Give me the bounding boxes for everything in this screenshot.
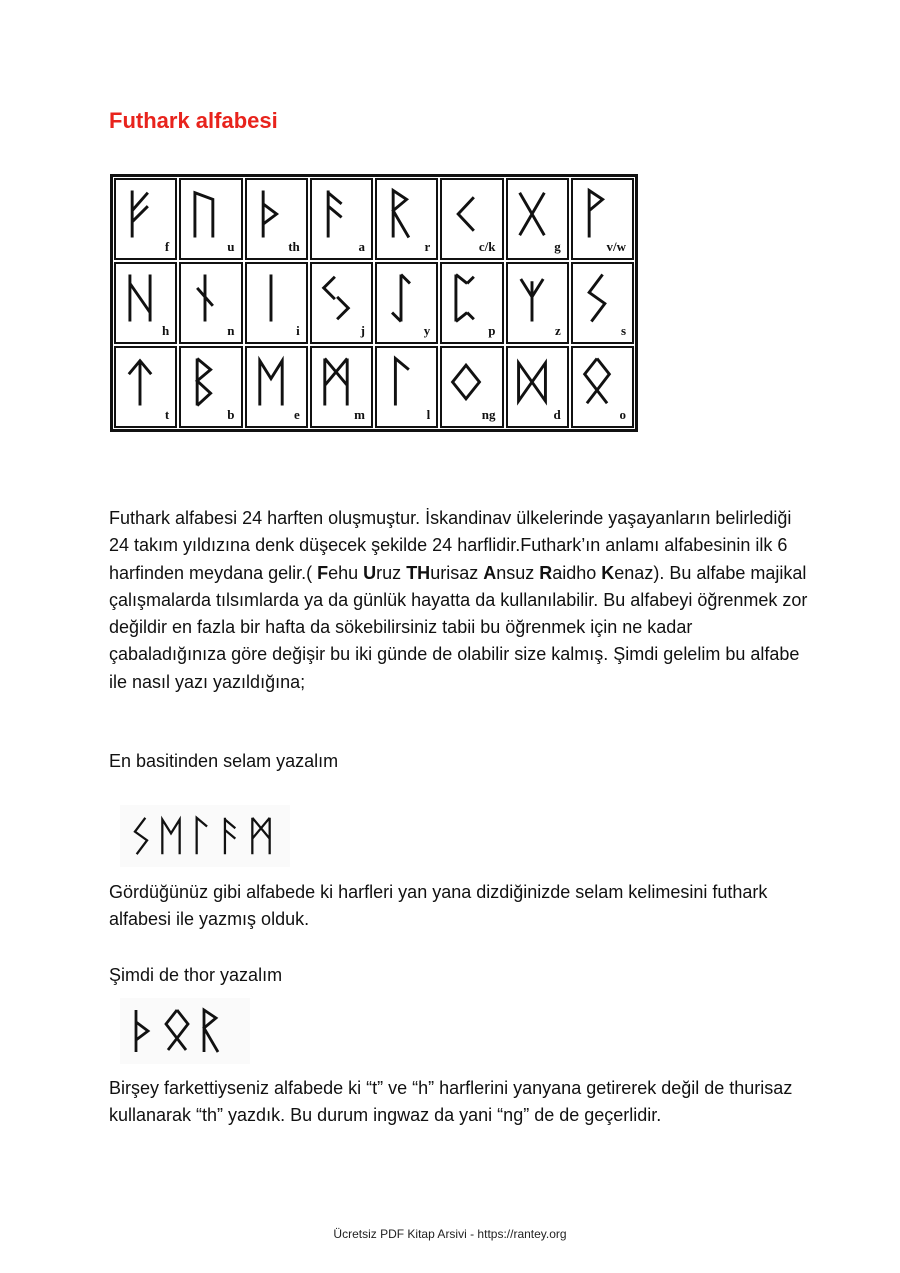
- bold-k: K: [601, 562, 615, 583]
- rune-cell-label: s: [620, 323, 626, 338]
- wunjo-icon: [579, 186, 615, 242]
- fehu-icon: [122, 186, 158, 242]
- hagalaz-icon: [122, 270, 158, 326]
- rune-cell-l: [375, 346, 438, 428]
- bold-f: F: [317, 562, 329, 583]
- intro-text: Futhark alfabesi 24 harften oluşmuştur. İskandinav ülkelerinde yaşayanların belirlediği 24 takım yıldızına denk düşecek şekilde 24 harflidir.Futhark’ın anlamı alfabesinin ilk 6 harfinden meydana gelir.(: [109, 508, 792, 583]
- kenaz-rest: enaz: [614, 562, 654, 583]
- rune-cell-label: t: [164, 407, 170, 422]
- algiz-icon: [514, 270, 550, 326]
- isa-icon: [253, 270, 289, 326]
- uruz-rest: ruz: [376, 562, 407, 583]
- rune-cell-h: [114, 262, 177, 344]
- thurisaz-icon: [253, 186, 289, 242]
- rune-cell-label: n: [227, 323, 235, 338]
- rune-cell-label: h: [162, 323, 170, 338]
- tiwaz-icon: [122, 354, 158, 410]
- rune-cell-p: [440, 262, 503, 344]
- rune-cell-y: [375, 262, 438, 344]
- rune-cell-label: u: [227, 239, 235, 254]
- uruz-icon: [187, 186, 223, 242]
- rune-cell-z: [506, 262, 569, 344]
- rune-cell-v-w: [571, 178, 634, 260]
- rune-cell-ng: [440, 346, 503, 428]
- futhark-rune-table: [110, 174, 638, 432]
- raidho-icon: [383, 186, 419, 242]
- ansuz-icon: [318, 186, 354, 242]
- rune-cell-label: v/w: [606, 239, 626, 254]
- rune-cell-label: i: [296, 323, 300, 338]
- intro-paragraph: [109, 505, 809, 696]
- selam-intro: En basitinden selam yazalım: [109, 751, 339, 771]
- rune-cell-i: [245, 262, 308, 344]
- rune-cell-label: e: [293, 407, 300, 422]
- ansuz-rest: nsuz: [496, 562, 540, 583]
- bold-r: R: [539, 562, 553, 583]
- perthro-icon: [448, 270, 484, 326]
- othala-icon: [162, 1005, 192, 1057]
- rune-cell-label: d: [553, 407, 561, 422]
- ehwaz-icon: [253, 354, 289, 410]
- mannaz-icon: [318, 354, 354, 410]
- outro-text: ). Bu alfabe majikal çalışmalarda tılsımlarda ya da günlük hayatta da kullanılabilir. Bu alfabeyi öğrenmek zor değildir en fazla bir hafta da sökebilirsiniz tabii bu öğrenmek için ne kadar çabaladığınıza göre değişir bu iki günde de olabilir size kalmış. Şimdi gelelim bu alfabe ile nasıl yazı yazıldığına;: [109, 562, 808, 692]
- rune-cell-n: [179, 262, 242, 344]
- fehu-rest: ehu: [328, 562, 364, 583]
- rune-cell-j: [310, 262, 373, 344]
- bold-a: A: [483, 562, 497, 583]
- eihwaz-icon: [383, 270, 419, 326]
- berkano-icon: [187, 354, 223, 410]
- othala-icon: [579, 354, 615, 410]
- rune-cell-s: [571, 262, 634, 344]
- laguz-icon: [188, 814, 214, 858]
- rune-cell-label: a: [358, 239, 365, 254]
- rune-cell-label: o: [619, 407, 626, 422]
- rune-cell-c-k: [440, 178, 503, 260]
- raidho-icon: [196, 1005, 226, 1057]
- thurisaz-icon: [128, 1005, 158, 1057]
- rune-cell-e: [245, 346, 308, 428]
- laguz-icon: [383, 354, 419, 410]
- sowilo-icon: [579, 270, 615, 326]
- bold-u: U: [363, 562, 377, 583]
- page-title: Futhark alfabesi: [109, 108, 278, 133]
- naudhiz-icon: [187, 270, 223, 326]
- rune-cell-r: [375, 178, 438, 260]
- rune-cell-label: z: [554, 323, 561, 338]
- closing-paragraph: Birşey farkettiyseniz alfabede ki “t” ve “h” harflerini yanyana getirerek değil de thurisaz kullanarak “th” yazdık. Bu durum ingwaz da yani “ng” de de geçerlidir.: [109, 1078, 793, 1126]
- dagaz-icon: [514, 354, 550, 410]
- footer-text: Ücretsiz PDF Kitap Arsivi - https://rantey.org: [333, 1227, 567, 1241]
- ingwaz-icon: [448, 354, 484, 410]
- thor-rune-image: [120, 998, 250, 1064]
- thor-intro: Şimdi de thor yazalım: [109, 965, 283, 985]
- gebo-icon: [514, 186, 550, 242]
- selam-rune-image: [120, 805, 290, 867]
- rune-cell-u: [179, 178, 242, 260]
- rune-cell-f: [114, 178, 177, 260]
- rune-cell-label: th: [288, 239, 300, 254]
- rune-cell-label: m: [354, 407, 365, 422]
- rune-cell-label: p: [488, 323, 496, 338]
- rune-cell-th: [245, 178, 308, 260]
- raidho-rest: aidho: [552, 562, 602, 583]
- kenaz-icon: [448, 186, 484, 242]
- selam-explanation: Gördüğünüz gibi alfabede ki harfleri yan yana dizdiğinizde selam kelimesini futhark alfabesi ile yazmış olduk.: [109, 882, 768, 930]
- rune-cell-label: l: [426, 407, 431, 422]
- rune-cell-label: j: [360, 323, 365, 338]
- rune-cell-label: c/k: [478, 239, 496, 254]
- mannaz-icon: [248, 814, 274, 858]
- rune-cell-label: ng: [481, 407, 496, 422]
- ansuz-icon: [218, 814, 244, 858]
- rune-cell-b: [179, 346, 242, 428]
- rune-cell-d: [506, 346, 569, 428]
- rune-cell-m: [310, 346, 373, 428]
- bold-th: TH: [406, 562, 431, 583]
- rune-cell-label: f: [164, 239, 170, 254]
- rune-cell-o: [571, 346, 634, 428]
- rune-cell-label: b: [227, 407, 235, 422]
- sowilo-icon: [128, 814, 154, 858]
- ehwaz-icon: [158, 814, 184, 858]
- thurisaz-rest: urisaz: [430, 562, 484, 583]
- rune-cell-label: r: [424, 239, 431, 254]
- rune-cell-a: [310, 178, 373, 260]
- rune-cell-label: g: [554, 239, 561, 254]
- rune-cell-g: [506, 178, 569, 260]
- rune-cell-label: y: [423, 323, 431, 338]
- jera-icon: [318, 270, 354, 326]
- rune-cell-t: [114, 346, 177, 428]
